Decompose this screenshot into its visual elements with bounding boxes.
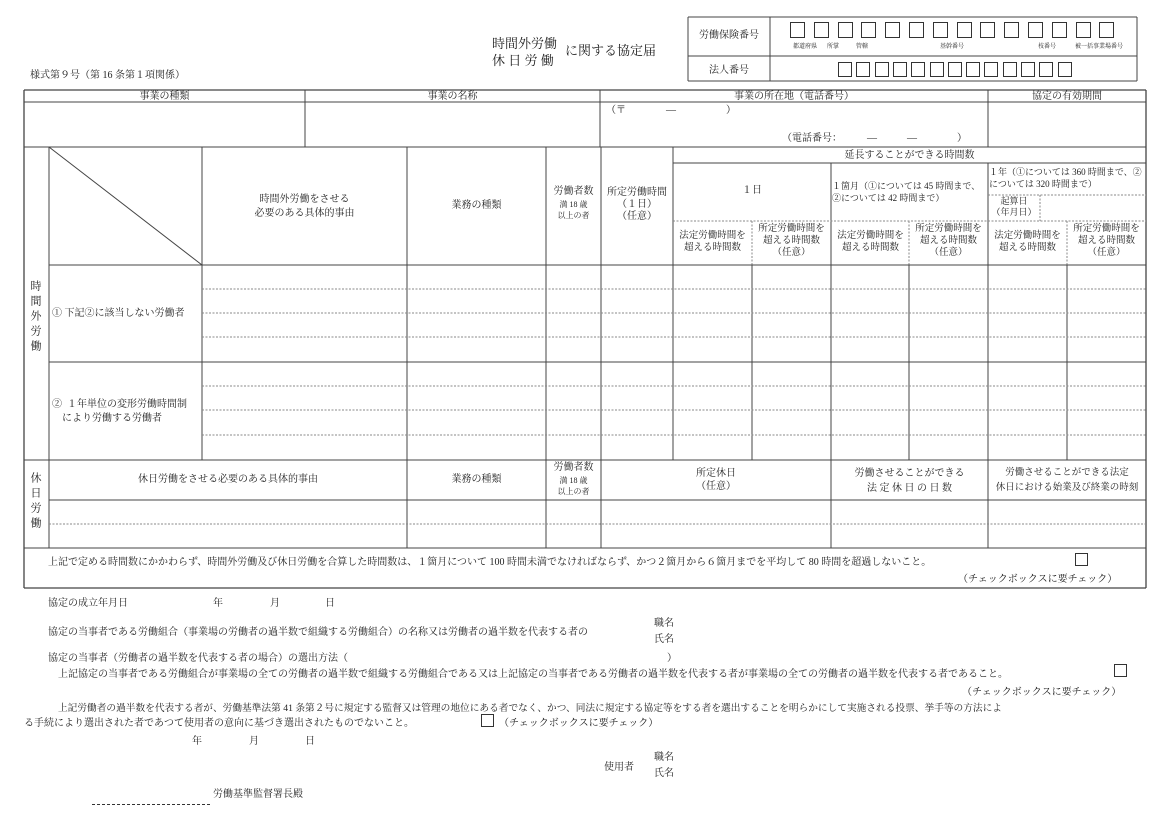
row2-label: ② １年単位の変形労働時間制 により労働する労働者: [52, 399, 187, 424]
overtime-input-cell[interactable]: [831, 337, 909, 362]
party-text: 協定の当事者である労働組合（事業場の労働者の過半数で組織する労働組合）の名称又は労働者の過半数を代表する者の: [48, 627, 588, 638]
table-rule: [49, 147, 202, 265]
overtime-input-cell[interactable]: [909, 337, 988, 362]
business-name-input[interactable]: [305, 102, 600, 147]
office-label: 労働基準監督署長殿: [213, 789, 303, 800]
overtime-input-cell[interactable]: [988, 289, 1067, 313]
overtime-input-cell[interactable]: [752, 362, 831, 386]
overtime-input-cell[interactable]: [831, 362, 909, 386]
overtime-input-cell[interactable]: [673, 265, 752, 289]
holiday-input-cell[interactable]: [407, 500, 546, 524]
scheduled-over-hours-header: 所定労働時間を 超える時間数 （任意）: [758, 224, 825, 258]
overtime-input-cell[interactable]: [601, 265, 673, 289]
business-type-input[interactable]: [24, 102, 305, 147]
holiday-input-cell[interactable]: [831, 524, 988, 548]
overtime-input-cell[interactable]: [752, 337, 831, 362]
employer-title-label: 職名: [654, 752, 674, 763]
overtime-input-cell[interactable]: [407, 265, 546, 289]
overtime-input-cell[interactable]: [988, 435, 1067, 460]
submit-day: 日: [305, 736, 315, 747]
year-header: １年（①については 360 時間まで、②については 320 時間まで）: [989, 167, 1142, 189]
party-title-label: 職名: [654, 618, 674, 629]
sublabel-batch: 被一括事業場番号: [1074, 44, 1123, 50]
employer-name-label: 氏名: [654, 768, 674, 779]
overtime-input-cell[interactable]: [909, 435, 988, 460]
holiday-input-cell[interactable]: [407, 524, 546, 548]
overtime-input-cell[interactable]: [988, 313, 1067, 337]
overtime-input-cell[interactable]: [1067, 337, 1146, 362]
holiday-input-cell[interactable]: [988, 524, 1146, 548]
overtime-input-cell[interactable]: [601, 313, 673, 337]
overtime-input-cell[interactable]: [202, 313, 407, 337]
holiday-input-cell[interactable]: [546, 500, 601, 524]
selection-method-label: 協定の当事者（労働者の過半数を代表する者の場合）の選出方法（: [48, 653, 348, 664]
statement1-check-note: （チェックボックスに要チェック）: [962, 687, 1122, 698]
validity-period-input[interactable]: [988, 102, 1146, 147]
overtime-input-cell[interactable]: [546, 435, 601, 460]
insurance-digit-box[interactable]: [790, 22, 805, 38]
scheduled-over-hours-header: 所定労働時間を 超える時間数 （任意）: [1073, 224, 1140, 258]
legal-over-hours-header: 法定労働時間を 超える時間数: [679, 231, 746, 253]
holiday-input-cell[interactable]: [49, 500, 407, 524]
overtime-input-cell[interactable]: [752, 289, 831, 313]
office-name-input[interactable]: [92, 790, 210, 805]
legal-over-hours-header: 法定労働時間を 超える時間数: [837, 231, 904, 253]
overtime-input-cell[interactable]: [407, 337, 546, 362]
overtime-input-cell[interactable]: [601, 386, 673, 410]
statement2-line2: る手続により選出された者であつて使用者の意向に基づき選出されたものでないこと。: [24, 718, 414, 729]
insurance-digit-box[interactable]: [957, 22, 972, 38]
holiday-input-cell[interactable]: [601, 500, 831, 524]
corporate-number-label: 法人番号: [709, 65, 749, 76]
corporate-digit-box[interactable]: [1039, 62, 1053, 77]
agreement-day: 日: [325, 598, 335, 609]
overtime-input-cell[interactable]: [202, 265, 407, 289]
insurance-digit-box[interactable]: [1076, 22, 1091, 38]
holiday-input-cell[interactable]: [601, 524, 831, 548]
overtime-input-cell[interactable]: [831, 435, 909, 460]
overtime-input-cell[interactable]: [202, 435, 407, 460]
holiday-input-cell[interactable]: [546, 524, 601, 548]
insurance-digit-box[interactable]: [980, 22, 995, 38]
corporate-digit-box[interactable]: [1058, 62, 1072, 77]
overtime-input-cell[interactable]: [831, 289, 909, 313]
overtime-workers-sub: 満 18 歳 以上の者: [557, 200, 590, 220]
holiday-side-label: 休日労働: [29, 472, 41, 532]
party-name-label: 氏名: [654, 634, 674, 645]
validity-period-header: 協定の有効期間: [1032, 91, 1102, 102]
sublabel-branch: 枝番号: [1037, 44, 1056, 50]
overtime-input-cell[interactable]: [831, 265, 909, 289]
phone-field[interactable]: （電話番号： ― ― ）: [782, 133, 967, 144]
overtime-input-cell[interactable]: [546, 265, 601, 289]
business-type-header: 事業の種類: [139, 91, 190, 102]
agreement-date-label: 協定の成立年月日: [48, 598, 128, 609]
selection-method-input[interactable]: [360, 651, 665, 665]
overtime-input-cell[interactable]: [202, 386, 407, 410]
holiday-input-cell[interactable]: [49, 524, 407, 548]
overtime-input-cell[interactable]: [752, 313, 831, 337]
insurance-digit-box[interactable]: [1028, 22, 1043, 38]
insurance-digit-box[interactable]: [909, 22, 924, 38]
overtime-input-cell[interactable]: [601, 289, 673, 313]
corporate-digit-box[interactable]: [1003, 62, 1017, 77]
sublabel-prefecture: 都道府県: [792, 44, 817, 50]
overtime-input-cell[interactable]: [673, 386, 752, 410]
overtime-input-cell[interactable]: [546, 386, 601, 410]
overtime-input-cell[interactable]: [988, 265, 1067, 289]
overtime-input-cell[interactable]: [752, 265, 831, 289]
overtime-input-cell[interactable]: [1067, 435, 1146, 460]
overtime-input-cell[interactable]: [673, 362, 752, 386]
selection-method-close: ）: [667, 653, 677, 664]
title-line1: 時間外労働: [492, 36, 558, 51]
overtime-input-cell[interactable]: [909, 289, 988, 313]
notice-check-note: （チェックボックスに要チェック）: [958, 574, 1118, 585]
extension-header: 延長することができる時間数: [844, 150, 975, 161]
statement1: 上記協定の当事者である労働組合が事業場の全ての労働者の過半数で組織する労働組合である又は上記協定の当事者である労働者の過半数を代表する者が事業場の全ての労働者の過半数を代表する者であること。: [58, 669, 1008, 680]
insurance-digit-box[interactable]: [838, 22, 853, 38]
holiday-workers-header: 労働者数: [553, 462, 594, 473]
holiday-job-header: 業務の種類: [451, 474, 502, 485]
holiday-reason-header: 休日労働をさせる必要のある具体的事由: [138, 474, 318, 485]
start-date-label: 起算日 （年月日）: [991, 196, 1037, 217]
agreement-month: 月: [270, 598, 280, 609]
overtime-input-cell[interactable]: [988, 362, 1067, 386]
overtime-reason-header: 時間外労働をさせる 必要のある具体的事由: [254, 194, 355, 219]
overtime-input-cell[interactable]: [407, 313, 546, 337]
overtime-input-cell[interactable]: [202, 289, 407, 313]
overtime-input-cell[interactable]: [407, 410, 546, 435]
scheduled-over-hours-header: 所定労働時間を 超える時間数 （任意）: [915, 224, 982, 258]
corporate-digit-box[interactable]: [948, 62, 962, 77]
overtime-input-cell[interactable]: [831, 410, 909, 435]
insurance-digit-box[interactable]: [1052, 22, 1067, 38]
corporate-digit-box[interactable]: [875, 62, 889, 77]
overtime-input-cell[interactable]: [1067, 410, 1146, 435]
overtime-input-cell[interactable]: [1067, 386, 1146, 410]
title-suffix: に関する協定届: [565, 43, 657, 58]
corporate-digit-box[interactable]: [911, 62, 925, 77]
postal-code-field[interactable]: （〒 ― ）: [606, 105, 736, 116]
title-line2: 休 日 労 働: [492, 53, 554, 68]
overtime-input-cell[interactable]: [909, 410, 988, 435]
overtime-input-cell[interactable]: [673, 289, 752, 313]
holiday-input-cell[interactable]: [988, 500, 1146, 524]
overtime-input-cell[interactable]: [1067, 265, 1146, 289]
corporate-digit-box[interactable]: [930, 62, 944, 77]
overtime-input-cell[interactable]: [673, 435, 752, 460]
submit-year: 年: [192, 736, 202, 747]
submit-month: 月: [249, 736, 259, 747]
overtime-input-cell[interactable]: [202, 410, 407, 435]
overtime-input-cell[interactable]: [909, 386, 988, 410]
overtime-input-cell[interactable]: [202, 337, 407, 362]
overtime-input-cell[interactable]: [673, 337, 752, 362]
form-number: 様式第９号（第 16 条第１項関係）: [30, 70, 185, 81]
overtime-input-cell[interactable]: [546, 313, 601, 337]
overtime-input-cell[interactable]: [831, 386, 909, 410]
overtime-input-cell[interactable]: [673, 410, 752, 435]
holiday-input-cell[interactable]: [831, 500, 988, 524]
corporate-digit-box[interactable]: [856, 62, 870, 77]
overtime-input-cell[interactable]: [988, 386, 1067, 410]
month-header: １箇月（①については 45 時間まで、②については 42 時間まで）: [832, 181, 981, 203]
overtime-input-cell[interactable]: [1067, 289, 1146, 313]
overtime-input-cell[interactable]: [407, 362, 546, 386]
employer-label: 使用者: [604, 762, 634, 773]
sublabel-jurisdiction: 所掌: [826, 44, 839, 50]
overtime-input-cell[interactable]: [909, 265, 988, 289]
overtime-input-cell[interactable]: [546, 289, 601, 313]
overtime-workers-header: 労働者数: [553, 186, 594, 197]
legal-over-hours-header: 法定労働時間を 超える時間数: [994, 231, 1061, 253]
row1-label: ① 下記②に該当しない労働者: [52, 308, 185, 319]
overtime-input-cell[interactable]: [1067, 362, 1146, 386]
statement2-check-note: （チェックボックスに要チェック）: [499, 718, 659, 729]
form-title: [492, 35, 557, 69]
labor-insurance-label: 労働保険番号: [699, 30, 759, 41]
corporate-digit-box[interactable]: [893, 62, 907, 77]
insurance-digit-box[interactable]: [861, 22, 876, 38]
sublabel-base-number: 基幹番号: [939, 44, 964, 50]
overtime-input-cell[interactable]: [601, 435, 673, 460]
overtime-input-cell[interactable]: [407, 289, 546, 313]
holiday-time-header: 労働させることができる法定 休日における始業及び終業の時刻: [995, 468, 1139, 493]
agreement-year: 年: [213, 598, 223, 609]
start-date-input[interactable]: [1040, 195, 1146, 221]
statement2-line1: 上記労働者の過半数を代表する者が、労働基準法第 41 条第２号に規定する監督又は管理の地位にある者でなく、かつ、同法に規定する協定等をする者を選出することを明らかにして実施される投票、挙手等の方法によ: [58, 703, 1002, 714]
overtime-job-header: 業務の種類: [451, 200, 502, 211]
insurance-digit-box[interactable]: [1099, 22, 1114, 38]
statement1-checkbox[interactable]: [1114, 664, 1127, 677]
business-address-header: 事業の所在地（電話番号）: [734, 91, 854, 102]
scheduled-hours-header: 所定労働時間 （１日） （任意）: [607, 187, 667, 222]
notice-text: 上記で定める時間数にかかわらず、時間外労働及び休日労働を合算した時間数は、１箇月について 100 時間未満でなければならず、かつ２箇月から６箇月までを平均して 80 時間を超過しないこと。: [48, 557, 932, 568]
notice-checkbox[interactable]: [1075, 553, 1088, 566]
overtime-input-cell[interactable]: [601, 410, 673, 435]
corporate-digit-box[interactable]: [1021, 62, 1035, 77]
overtime-input-cell[interactable]: [988, 337, 1067, 362]
overtime-input-cell[interactable]: [752, 386, 831, 410]
corporate-digit-box[interactable]: [838, 62, 852, 77]
insurance-digit-box[interactable]: [1004, 22, 1019, 38]
overtime-input-cell[interactable]: [202, 362, 407, 386]
overtime-input-cell[interactable]: [909, 362, 988, 386]
day-header: １日: [742, 185, 762, 196]
overtime-input-cell[interactable]: [673, 313, 752, 337]
corporate-digit-box[interactable]: [966, 62, 980, 77]
overtime-input-cell[interactable]: [601, 362, 673, 386]
insurance-digit-box[interactable]: [814, 22, 829, 38]
overtime-input-cell[interactable]: [752, 435, 831, 460]
overtime-input-cell[interactable]: [1067, 313, 1146, 337]
scheduled-holiday-header: 所定休日 （任意）: [696, 468, 736, 492]
overtime-input-cell[interactable]: [407, 386, 546, 410]
holiday-workers-sub: 満 18 歳 以上の者: [557, 476, 590, 496]
sublabel-bureau: 管轄: [855, 44, 868, 50]
overtime-input-cell[interactable]: [546, 362, 601, 386]
overtime-input-cell[interactable]: [831, 313, 909, 337]
overtime-input-cell[interactable]: [546, 337, 601, 362]
overtime-input-cell[interactable]: [407, 435, 546, 460]
overtime-input-cell[interactable]: [988, 410, 1067, 435]
overtime-input-cell[interactable]: [546, 410, 601, 435]
business-name-header: 事業の名称: [427, 91, 478, 102]
overtime-input-cell[interactable]: [752, 410, 831, 435]
insurance-digit-box[interactable]: [933, 22, 948, 38]
statement2-checkbox[interactable]: [481, 714, 494, 727]
overtime-side-label: 時間外労働: [29, 280, 41, 355]
legal-holiday-days-header: 労働させることができる 法 定 休 日 の 日 数: [854, 468, 965, 494]
overtime-input-cell[interactable]: [601, 337, 673, 362]
corporate-digit-box[interactable]: [984, 62, 998, 77]
insurance-digit-box[interactable]: [885, 22, 900, 38]
overtime-input-cell[interactable]: [909, 313, 988, 337]
